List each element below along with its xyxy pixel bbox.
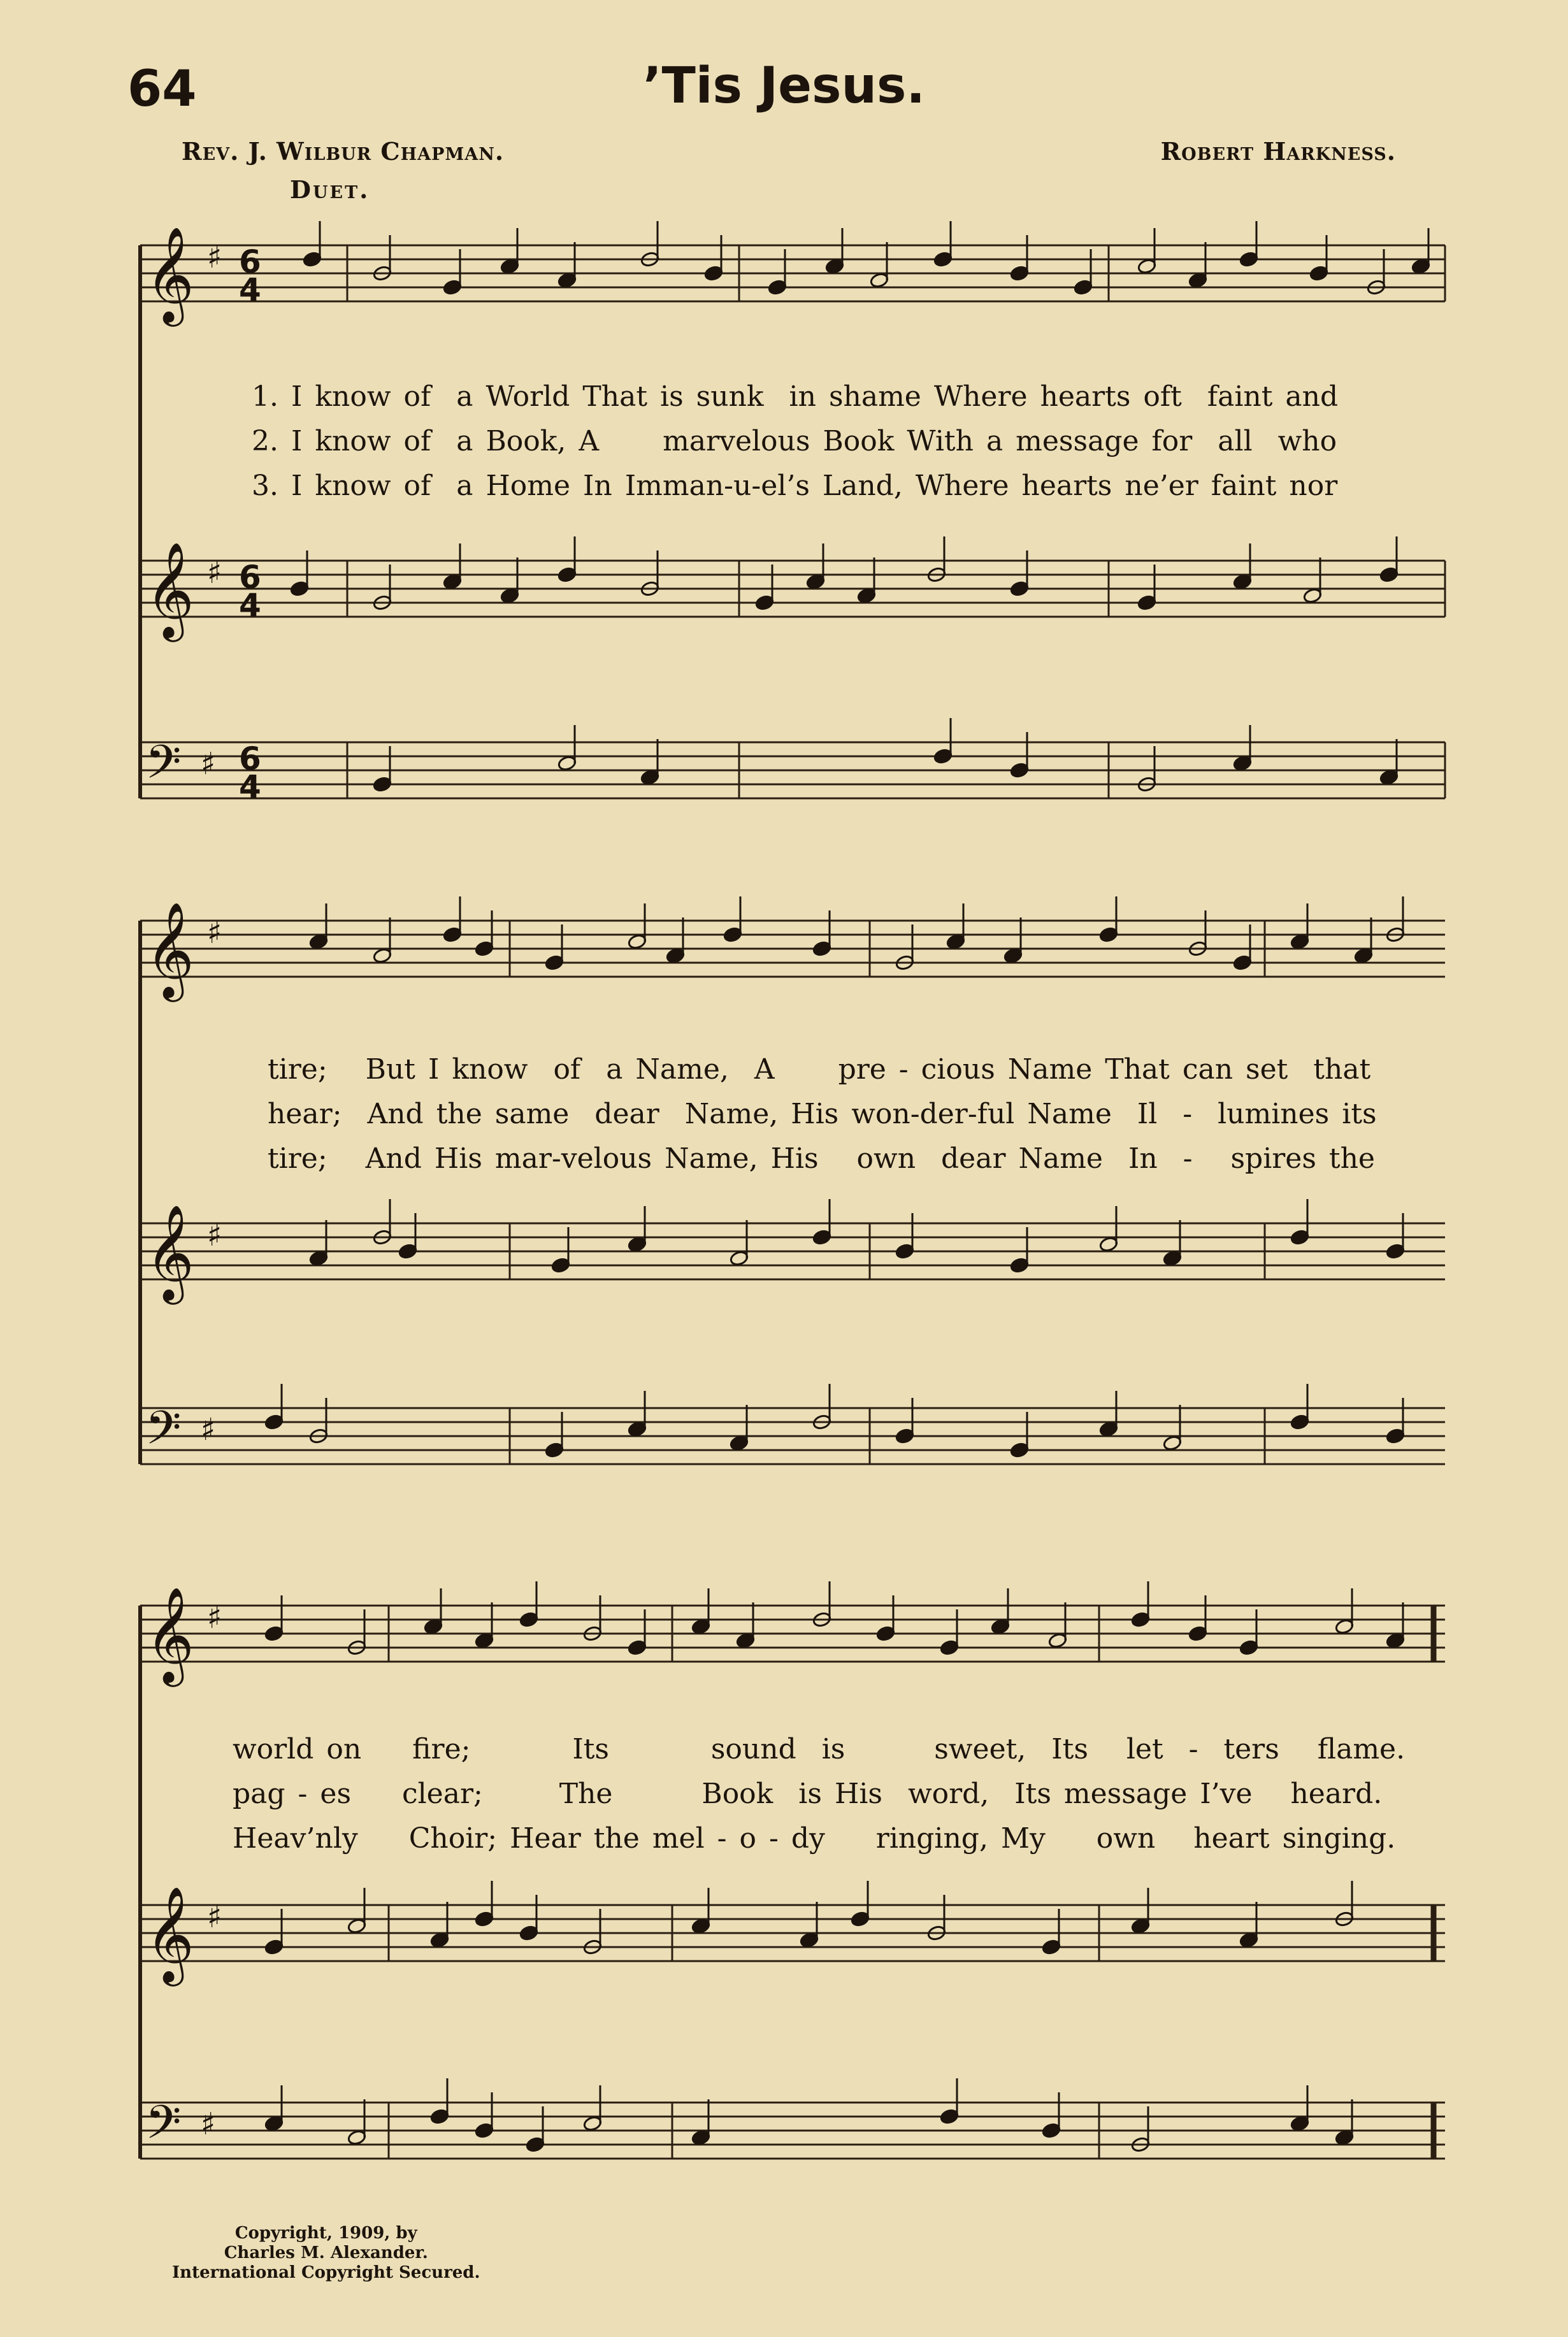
time-signature-top: 6: [239, 559, 261, 596]
lyric-verse1-line3: world on fire; Its sound is sweet, Its let - ters flame.: [233, 1733, 1406, 1765]
time-signature-top: 6: [239, 243, 261, 280]
page-number: 64: [127, 61, 197, 118]
hymn-title: ’Tis Jesus.: [642, 57, 926, 115]
key-sharp-icon: ♯: [207, 555, 222, 591]
key-sharp-icon: ♯: [207, 1218, 222, 1253]
note-heads: [264, 221, 1431, 2153]
lyric-verse1-line1: 1. I know of a World That is sunk in shame Where hearts oft faint and: [252, 380, 1339, 413]
time-signature-bottom: 4: [239, 271, 261, 308]
lyricist-credit: Rev. J. Wilbur Chapman.: [182, 137, 505, 166]
treble-clef-icon: 𝄞: [145, 901, 194, 998]
treble-clef-icon: 𝄞: [145, 541, 194, 638]
performance-marking: Duet.: [290, 175, 370, 204]
copyright-line3: International Copyright Secured.: [172, 2263, 480, 2282]
lyric-verse1-line2: tire; But I know of a Name, A pre - cious Name That can set that: [268, 1053, 1371, 1086]
key-sharp-icon: ♯: [207, 915, 222, 951]
copyright-line2: Charles M. Alexander.: [224, 2243, 428, 2262]
treble-clef-icon: 𝄞: [145, 1204, 194, 1300]
key-sharp-icon: ♯: [201, 2106, 216, 2142]
time-signature-top: 6: [239, 740, 261, 777]
composer-credit: Robert Harkness.: [1160, 137, 1396, 166]
system2-treble-staff: [140, 1223, 1445, 1279]
lyric-verse3-line3: Heav’nly Choir; Hear the mel - o - dy ringing, My own heart singing.: [233, 1822, 1396, 1855]
bass-clef-icon: 𝄢: [145, 2095, 182, 2161]
bass-clef-icon: 𝄢: [145, 1400, 182, 1466]
lyric-verse2-line2: hear; And the same dear Name, His won-der-ful Name Il - lumines its: [268, 1098, 1377, 1130]
key-sharp-icon: ♯: [207, 240, 222, 275]
copyright-line1: Copyright, 1909, by: [234, 2224, 417, 2243]
lyric-verse3-line2: tire; And His mar-velous Name, His own dear Name In - spires the: [268, 1142, 1375, 1175]
key-sharp-icon: ♯: [201, 1412, 216, 1448]
system3-treble-staff: [140, 1905, 1445, 1961]
time-signature-bottom: 4: [239, 587, 261, 624]
treble-clef-icon: 𝄞: [145, 1885, 194, 1982]
bass-clef-icon: 𝄢: [145, 735, 182, 800]
key-sharp-icon: ♯: [207, 1899, 222, 1935]
treble-clef-icon: 𝄞: [145, 226, 194, 322]
key-sharp-icon: ♯: [201, 746, 216, 782]
time-signature-bottom: 4: [239, 768, 261, 805]
system3-bass-staff: [140, 2103, 1445, 2159]
lyric-verse2-line1: 2. I know of a Book, A marvelous Book With a message for all who: [252, 425, 1337, 457]
copyright-notice: [172, 2224, 480, 2283]
lyric-verse3-line1: 3. I know of a Home In Imman-u-el’s Land, Where hearts ne’er faint nor: [252, 470, 1338, 502]
key-sharp-icon: ♯: [207, 1600, 222, 1636]
treble-clef-icon: 𝄞: [145, 1586, 194, 1683]
system2-bass-staff: [140, 1408, 1445, 1464]
lyric-verse2-line3: pag - es clear; The Book is His word, Its message I’ve heard.: [233, 1778, 1383, 1810]
